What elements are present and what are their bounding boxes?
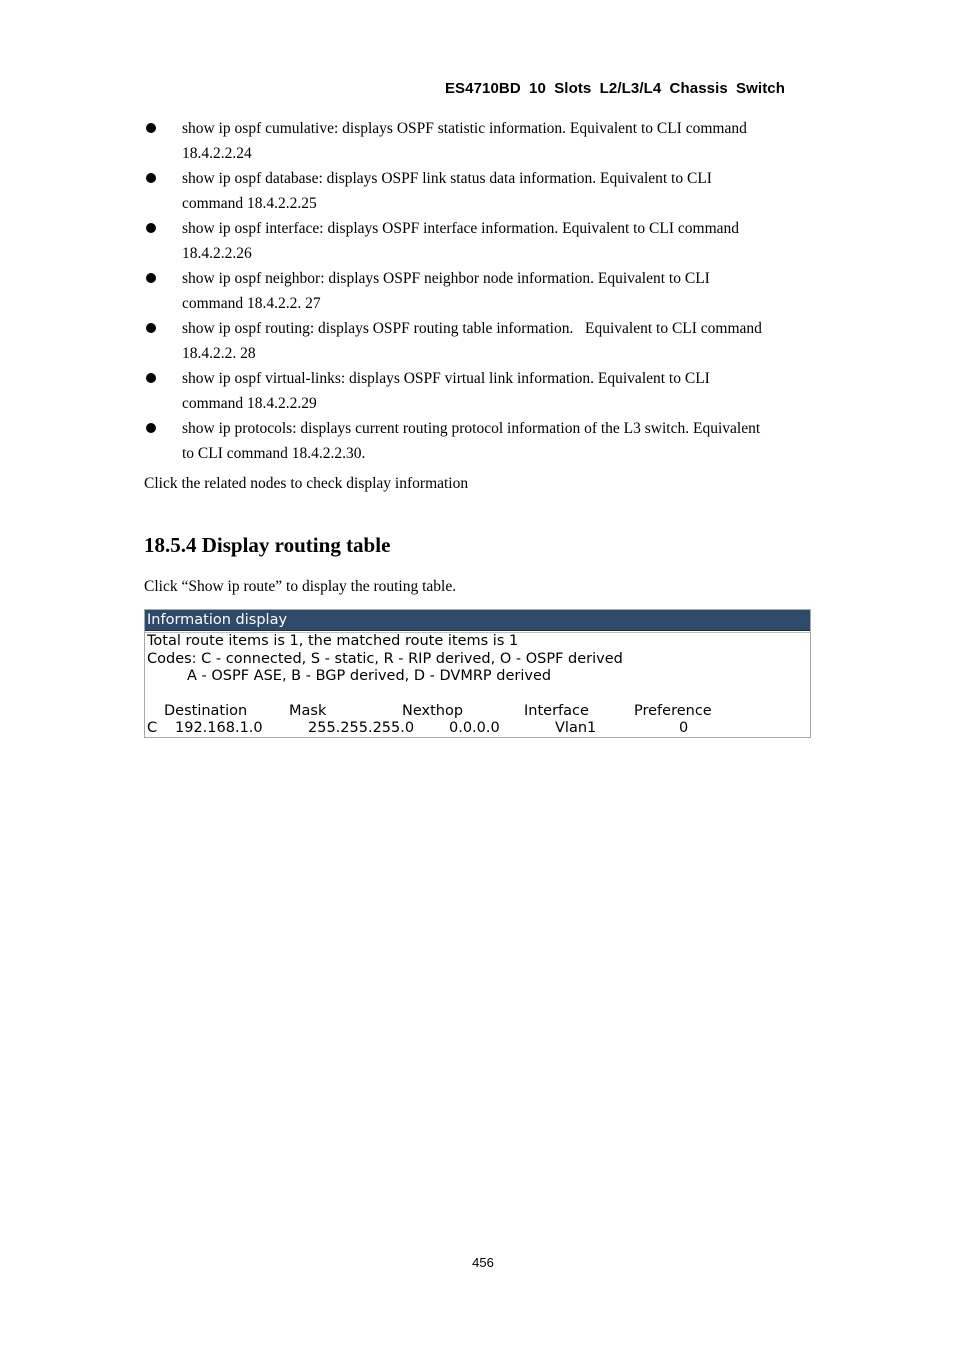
- route-preference: 0: [679, 720, 689, 736]
- route-codes-line-2: A - OSPF ASE, B - BGP derived, D - DVMRP derived: [187, 668, 552, 684]
- column-header-nexthop: Nexthop: [402, 702, 464, 719]
- bullet-item: [144, 166, 824, 216]
- paragraph-click-nodes: Click the related nodes to check display information: [144, 475, 469, 492]
- route-total-line: Total route items is 1, the matched route items is 1: [147, 633, 519, 649]
- bullet-text-line1: show ip protocols: displays current routing protocol information of the L3 switch. Equivalent: [182, 420, 761, 437]
- route-nexthop: 0.0.0.0: [449, 720, 500, 736]
- column-header-preference: Preference: [634, 702, 712, 719]
- table-header-row: [147, 703, 810, 721]
- bullet-text-line2: 18.4.2.2.24: [182, 145, 252, 162]
- route-destination: 192.168.1.0: [175, 720, 263, 736]
- paragraph-show-route: Click “Show ip route” to display the routing table.: [144, 578, 457, 595]
- blank-line: [147, 686, 810, 703]
- route-mask: 255.255.255.0: [308, 720, 415, 736]
- bullet-dot-icon: [146, 423, 156, 433]
- bullet-text-line2: 18.4.2.2. 28: [182, 345, 256, 362]
- bullet-item: [144, 416, 824, 466]
- bullet-item: [144, 216, 824, 266]
- bullet-dot-icon: [146, 373, 156, 383]
- page-header: ES4710BD 10 Slots L2/L3/L4 Chassis Switch: [444, 80, 785, 97]
- column-header-interface: Interface: [524, 702, 589, 719]
- bullet-dot-icon: [146, 173, 156, 183]
- bullet-text-line1: show ip ospf virtual-links: displays OSPF virtual link information. Equivalent to CLI: [182, 370, 710, 387]
- bullet-text-line2: 18.4.2.2.26: [182, 245, 252, 262]
- bullet-list: [144, 116, 824, 466]
- bullet-text-line1: show ip ospf neighbor: displays OSPF neighbor node information. Equivalent to CLI: [182, 270, 710, 287]
- panel-body: [145, 632, 810, 738]
- bullet-dot-icon: [146, 123, 156, 133]
- bullet-text-line2: to CLI command 18.4.2.2.30.: [182, 445, 366, 462]
- bullet-item: [144, 266, 824, 316]
- bullet-item: [144, 366, 824, 416]
- route-interface: Vlan1: [555, 720, 597, 736]
- information-display-panel: [144, 609, 811, 738]
- bullet-dot-icon: [146, 273, 156, 283]
- bullet-text-line2: command 18.4.2.2.25: [182, 195, 317, 212]
- route-codes-line: Codes: C - connected, S - static, R - RIP derived, O - OSPF derived: [147, 650, 623, 667]
- column-header-destination: Destination: [164, 702, 248, 719]
- bullet-text-line2: command 18.4.2.2. 27: [182, 295, 321, 312]
- bullet-text-line1: show ip ospf cumulative: displays OSPF statistic information. Equivalent to CLI command: [182, 120, 747, 137]
- bullet-text-line2: command 18.4.2.2.29: [182, 395, 317, 412]
- column-header-mask: Mask: [289, 702, 327, 719]
- section-title: 18.5.4 Display routing table: [144, 533, 391, 557]
- table-row: [147, 720, 810, 738]
- bullet-text-line1: show ip ospf database: displays OSPF link status data information. Equivalent to CLI: [182, 170, 712, 187]
- bullet-dot-icon: [146, 223, 156, 233]
- bullet-item: [144, 316, 824, 366]
- bullet-item: [144, 116, 824, 166]
- bullet-dot-icon: [146, 323, 156, 333]
- route-code: C: [147, 720, 158, 736]
- bullet-text-line1: show ip ospf routing: displays OSPF routing table information. Equivalent to CLI command: [182, 320, 762, 337]
- panel-title: Information display: [145, 610, 810, 631]
- bullet-text-line1: show ip ospf interface: displays OSPF interface information. Equivalent to CLI command: [182, 220, 740, 237]
- page-number: 456: [472, 1255, 494, 1270]
